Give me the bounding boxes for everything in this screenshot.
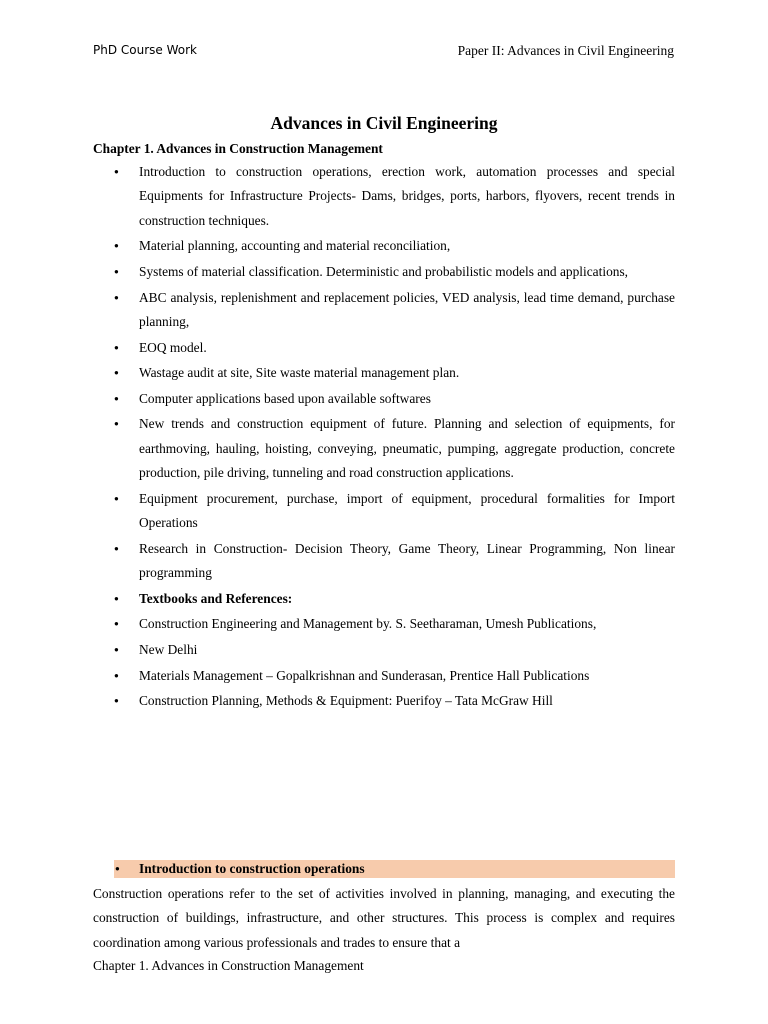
list-item: ● Systems of material classification. Deterministic and probabilistic models and applications, [93, 260, 675, 284]
body-paragraph: Construction operations refer to the set of activities involved in planning, managing, and executing the construction of buildings, infrastructure, and other structures. This process is complex and requires coordination among various professionals and trades to ensure that a [93, 886, 675, 950]
header-course: PhD Course Work [93, 43, 197, 57]
list-item: ● Wastage audit at site, Site waste material management plan. [93, 361, 675, 385]
list-item: ● Computer applications based upon available softwares [93, 387, 675, 411]
document-body [93, 110, 675, 715]
highlighted-section-heading [114, 860, 675, 878]
page-title: Advances in Civil Engineering [270, 113, 498, 133]
chapter-heading: Chapter 1. Advances in Construction Management [93, 141, 383, 156]
list-item: ● Research in Construction- Decision Theory, Game Theory, Linear Programming, Non linear programming [93, 537, 675, 586]
list-item: ● Equipment procurement, purchase, import of equipment, procedural formalities for Import Operations [93, 487, 675, 536]
list-item: ● New Delhi [93, 638, 675, 662]
list-item: ● ABC analysis, replenishment and replacement policies, VED analysis, lead time demand, purchase planning, [93, 286, 675, 335]
list-item: ● Material planning, accounting and material reconciliation, [93, 234, 675, 258]
page-footer-text: Chapter 1. Advances in Construction Management [93, 958, 364, 973]
list-item: ● Materials Management – Gopalkrishnan and Sunderasan, Prentice Hall Publications [93, 664, 675, 688]
topic-list [93, 160, 675, 714]
list-item: ● Construction Planning, Methods & Equipment: Puerifoy – Tata McGraw Hill [93, 689, 675, 713]
list-item: ● Construction Engineering and Management by. S. Seetharaman, Umesh Publications, [93, 612, 675, 636]
list-item: ● Introduction to construction operations, erection work, automation processes and special Equipments for Infrastructure Projects- Dams, bridges, ports, harbors, flyovers, recent trends in construction techniques. [93, 160, 675, 233]
header-paper: Paper II: Advances in Civil Engineering [457, 43, 674, 58]
list-item: ● Textbooks and References: [93, 587, 675, 611]
list-item: ● New trends and construction equipment of future. Planning and selection of equipments, for earthmoving, hauling, hoisting, conveying, pneumatic, pumping, aggregate production, concrete production, pile driving, tunneling and road construction applications. [93, 412, 675, 485]
bullet-icon: ● [115, 864, 120, 873]
section-heading-text: Introduction to construction operations [139, 861, 365, 876]
list-item: ● EOQ model. [93, 336, 675, 360]
